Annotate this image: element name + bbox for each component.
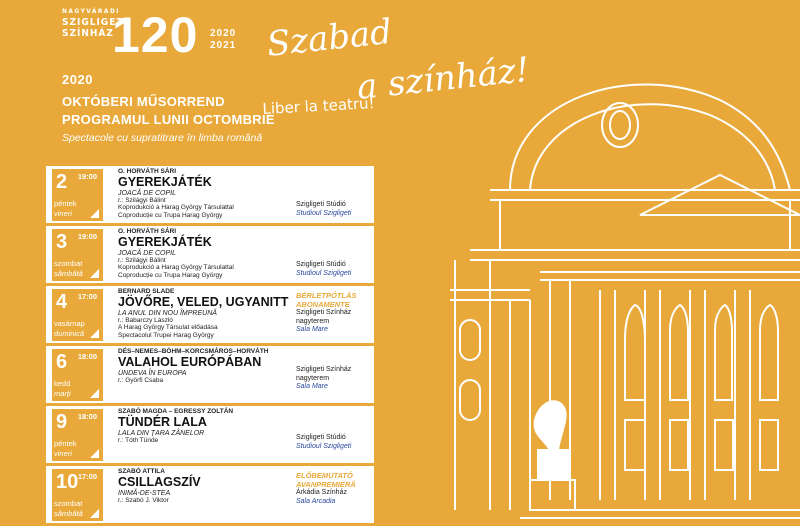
event-title: GYEREKJÁTÉK: [118, 175, 212, 189]
event-author: SZABÓ MAGDA – EGRESSY ZOLTÁN: [118, 408, 234, 415]
program-title-ro: PROGRAMUL LUNII OCTOMBRIE: [62, 112, 275, 127]
venue-hu: Szigligeti Stúdió: [296, 434, 346, 441]
event-coprod-hu: A Harag György Társulat előadása: [118, 324, 218, 331]
corner-triangle-icon: [90, 509, 99, 518]
event-time: 18:00: [77, 412, 97, 421]
weekday-ro: vineri: [54, 449, 72, 458]
event-author: O. HORVÁTH SÁRI: [118, 228, 177, 235]
venue-hu: Árkádia Színház: [296, 489, 347, 496]
event-director: r.: Györfi Csaba: [118, 377, 164, 384]
weekday-ro: vineri: [54, 209, 72, 218]
venue-hu-hall: nagyterem: [296, 317, 330, 325]
event-venue: [296, 366, 376, 392]
event-title-ro: LALA DIN ȚARA ZÂNELOR: [118, 430, 205, 437]
date-box: [52, 349, 103, 401]
event-author: O. HORVÁTH SÁRI: [118, 168, 177, 175]
event-director: r.: Babarczy László: [118, 317, 173, 324]
venue-ro: Sala Arcadia: [296, 497, 336, 505]
event-coprod-ro: Coproducție cu Trupa Harag György: [118, 212, 223, 219]
event-day: 3: [56, 231, 68, 253]
event-day: 4: [56, 291, 68, 313]
event-title-ro: LA ANUL DIN NOU ÎMPREUNĂ: [118, 310, 217, 317]
event-row: [46, 286, 374, 343]
event-director: r.: Szabó J. Viktor: [118, 497, 169, 504]
event-time: 19:00: [77, 232, 97, 241]
venue-ro: Studioul Szigligeti: [296, 209, 352, 217]
date-box: [52, 169, 103, 221]
event-tag-ro: AVANPREMIERĂ: [296, 479, 356, 489]
event-title: TÜNDÉR LALA: [118, 415, 207, 429]
event-title-ro: JOACĂ DE COPIL: [118, 190, 176, 197]
event-author: BERNARD SLADE: [118, 288, 175, 295]
event-info: [118, 168, 298, 220]
weekday-ro: sâmbătă: [54, 509, 83, 518]
event-info: [118, 228, 298, 280]
event-info: [118, 468, 298, 504]
corner-triangle-icon: [90, 329, 99, 338]
event-row: [46, 166, 374, 223]
event-row: [46, 466, 374, 523]
slogan-line1: Szabad: [265, 11, 394, 65]
theater-building-illustration: [430, 40, 800, 520]
anniversary-number: 120: [112, 7, 199, 63]
corner-triangle-icon: [90, 449, 99, 458]
event-director: r.: Szilágyi Bálint: [118, 197, 166, 204]
event-row: [46, 346, 374, 403]
event-director: r.: Tóth Tünde: [118, 437, 159, 444]
weekday-hu: vasárnap: [54, 319, 85, 328]
event-day: 9: [56, 411, 68, 433]
venue-ro: Studioul Szigligeti: [296, 269, 352, 277]
surtitle-note: Spectacole cu supratitrare în limba română: [62, 132, 263, 144]
venue-hu: Szigligeti Stúdió: [296, 201, 346, 208]
event-tag-ro: ABONAMENTE: [296, 299, 350, 309]
event-time: 17:00: [77, 292, 97, 301]
event-day: 6: [56, 351, 68, 373]
date-box: [52, 469, 103, 521]
event-title-ro: INIMĂ-DE-STEA: [118, 490, 171, 497]
event-title-ro: UNDEVA ÎN EUROPA: [118, 370, 187, 377]
venue-hu: Szigligeti Színház: [296, 366, 352, 373]
venue-hu-hall: nagyterem: [296, 374, 330, 382]
logo-line3: SZÍNHÁZ: [62, 28, 114, 39]
event-info: [118, 288, 298, 340]
event-title: JÖVŐRE, VELED, UGYANITT: [118, 295, 289, 309]
event-author: SZABÓ ATTILA: [118, 468, 165, 475]
weekday-hu: szombat: [54, 499, 83, 508]
event-info: [118, 408, 298, 444]
program-year: 2020: [62, 72, 93, 87]
event-info: [118, 348, 298, 384]
year-end: 2021: [210, 40, 237, 51]
event-time: 18:00: [77, 352, 97, 361]
event-row: [46, 226, 374, 283]
weekday-hu: szombat: [54, 259, 83, 268]
slogan-line2: a színház!: [355, 49, 532, 108]
weekday-ro: duminică: [54, 329, 85, 338]
venue-ro: Studioul Szigligeti: [296, 442, 352, 450]
event-tag-hu: BÉRLETPÓTLÁS: [296, 291, 357, 300]
event-day: 10: [56, 471, 79, 493]
weekday-ro: sâmbătă: [54, 269, 83, 278]
venue-hu: Szigligeti Színház: [296, 309, 352, 316]
event-venue: [296, 472, 376, 506]
corner-triangle-icon: [90, 209, 99, 218]
event-director: r.: Szilágyi Bálint: [118, 257, 166, 264]
venue-hu: Szigligeti Stúdió: [296, 261, 346, 268]
weekday-hu: kedd: [54, 379, 71, 388]
event-title: GYEREKJÁTÉK: [118, 235, 212, 249]
event-coprod-ro: Coproducție cu Trupa Harag György: [118, 272, 223, 279]
event-coprod-ro: Spectacolul Trupei Harag György: [118, 332, 214, 339]
event-time: 19:00: [77, 172, 97, 181]
weekday-hu: péntek: [54, 439, 77, 448]
event-title-ro: JOACĂ DE COPIL: [118, 250, 176, 257]
logo-line2: SZIGLIGETI: [62, 17, 128, 28]
date-box: [52, 229, 103, 281]
venue-ro: Sala Mare: [296, 383, 328, 390]
corner-triangle-icon: [90, 389, 99, 398]
event-time: 17:00: [77, 472, 97, 481]
event-day: 2: [56, 171, 68, 193]
event-venue: [296, 201, 376, 218]
event-venue: [296, 261, 376, 278]
logo-line1: NAGYVÁRADI: [62, 7, 120, 15]
event-title: CSILLAGSZÍV: [118, 475, 201, 489]
weekday-hu: péntek: [54, 199, 77, 208]
schedule-list: [46, 166, 374, 526]
weekday-ro: marți: [54, 389, 71, 398]
slogan-romanian: Liber la teatru!: [262, 94, 376, 118]
event-coprod-hu: Koprodukció a Harag György Társulattal: [118, 264, 234, 271]
year-start: 2020: [210, 28, 237, 39]
date-box: [52, 289, 103, 341]
event-tag-hu: ELŐBEMUTATÓ: [296, 471, 353, 480]
corner-triangle-icon: [90, 269, 99, 278]
venue-ro: Sala Mare: [296, 326, 328, 333]
anniversary-years: [210, 28, 236, 52]
event-coprod-hu: Koprodukció a Harag György Társulattal: [118, 204, 234, 211]
program-title-hu: OKTÓBERI MŰSORREND: [62, 94, 225, 109]
event-author: DÉS–NEMES–BÖHM–KORCSMÁROS–HORVÁTH: [118, 348, 269, 355]
event-venue: [296, 292, 376, 335]
date-box: [52, 409, 103, 461]
event-venue: [296, 434, 376, 451]
event-row: [46, 406, 374, 463]
event-title: VALAHOL EURÓPÁBAN: [118, 355, 262, 369]
